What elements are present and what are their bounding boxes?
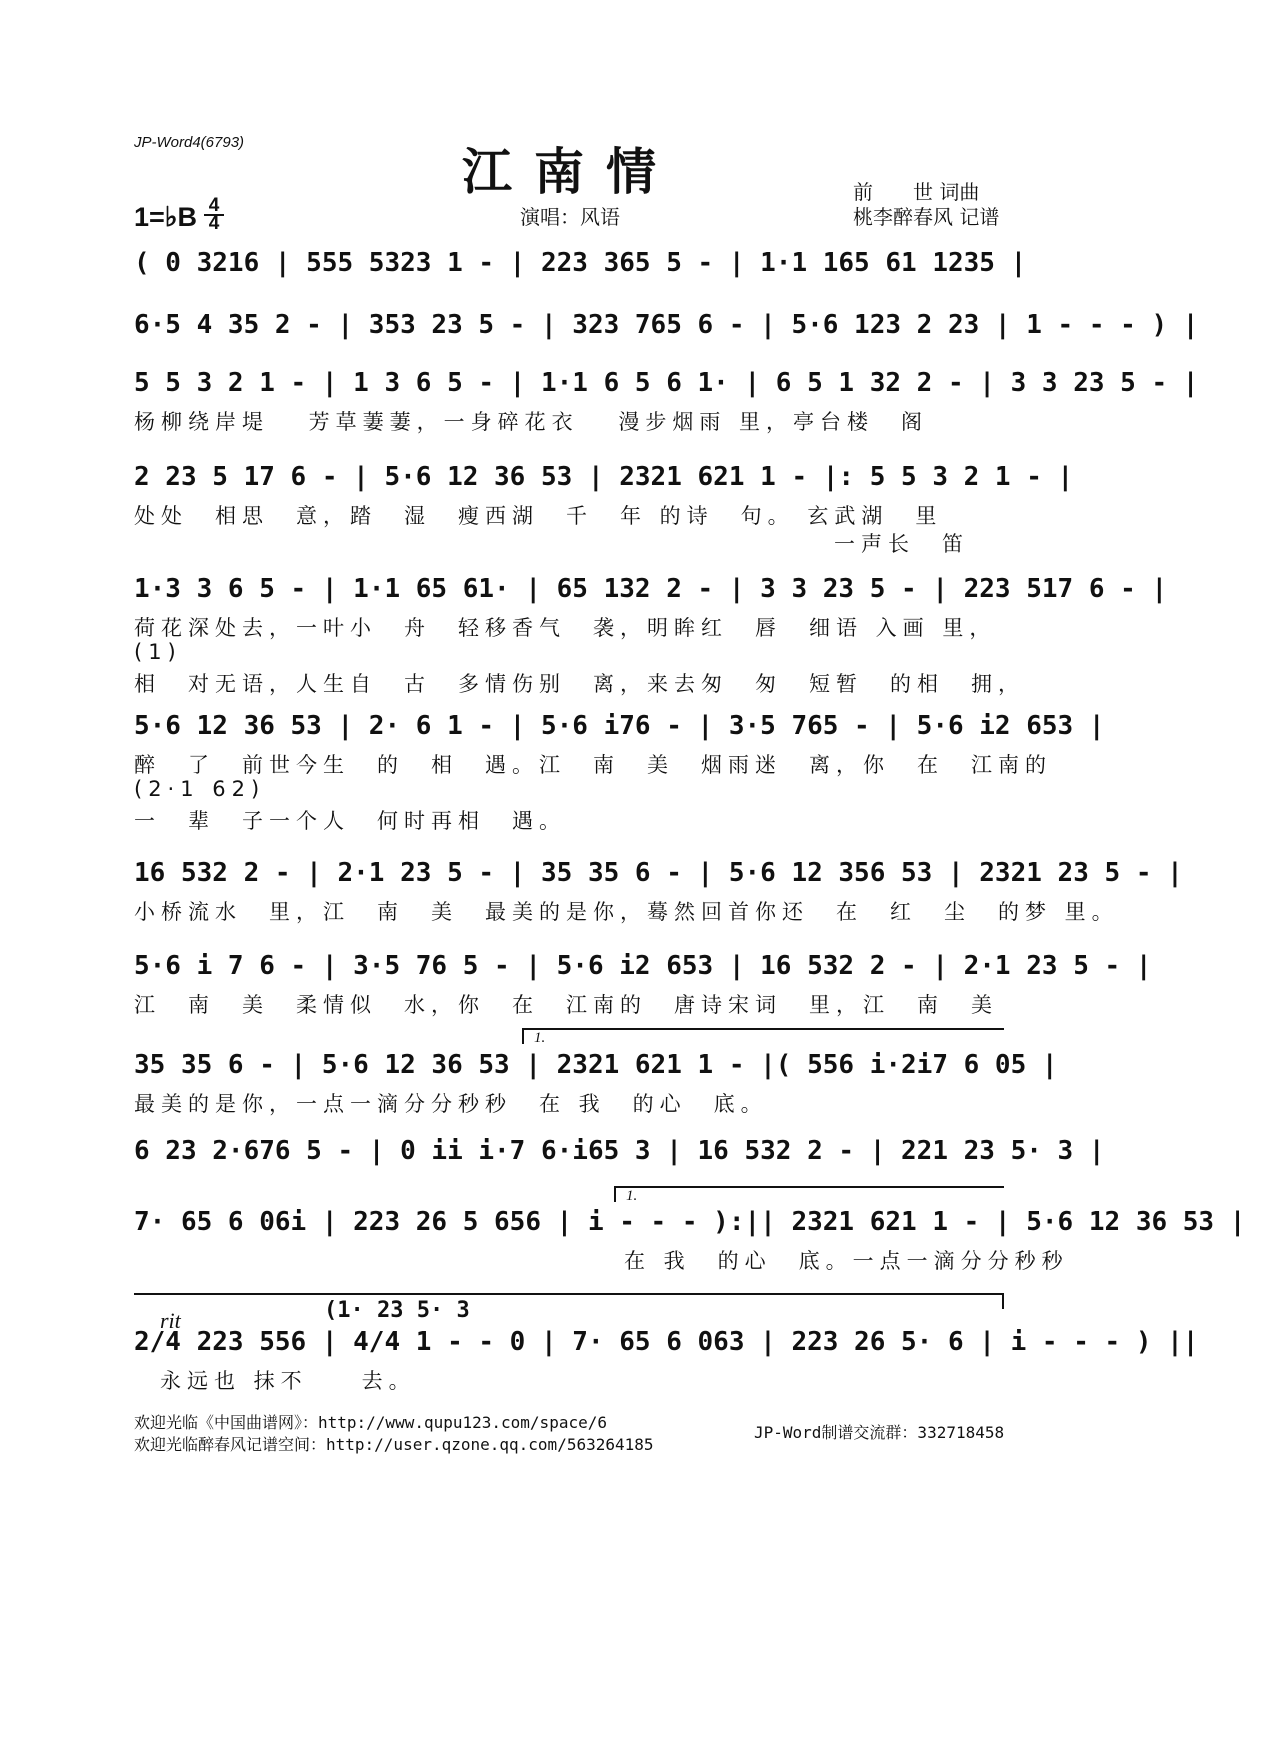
time-signature-top: 4	[208, 195, 220, 216]
score-notes-line: 5·6 12 36 53 | 2· 6 1 - | 5·6 i76 - | 3·5 765 - | 5·6 i2 653 |	[134, 711, 1105, 741]
time-signature-bottom: 4	[204, 214, 224, 232]
score-notes-line: 2 23 5 17 6 - | 5·6 12 36 53 | 2321 621 1 - |: 5 5 3 2 1 - |	[134, 462, 1074, 492]
footer-link-1[interactable]: 欢迎光临《中国曲谱网》：http://www.qupu123.com/space/6	[134, 1413, 607, 1432]
credit-lyrics-music: 前 世 词曲	[853, 180, 980, 204]
lyric-line: 最美的是你，一点一滴分分秒秒 在 我 的心 底。	[134, 1092, 768, 1116]
score-notes-line: 2/4 223 556 | 4/4 1 - - 0 | 7· 65 6 063 | 223 26 5· 6 | i - - - ) ||	[134, 1327, 1199, 1357]
volta-1-label: 1.	[534, 1030, 546, 1046]
lyric-line: (2·1 62)	[134, 777, 266, 801]
software-tag: JP-Word4(6793)	[134, 134, 245, 151]
performer: 演唱：风语	[520, 205, 620, 229]
lyric-line: 一 辈 子一个人 何时再相 遇。	[134, 809, 566, 833]
volta-2	[614, 1186, 1004, 1202]
lyric-line: (1)	[134, 640, 182, 664]
lyric-line: 荷花深处去，一叶小 舟 轻移香气 袭，明眸红 唇 细语 入画 里，	[134, 616, 997, 640]
key-signature: 1=♭B	[134, 202, 198, 232]
lyric-line: 杨柳绕岸堤 芳草萋萋，一身碎花衣 漫步烟雨 里，亭台楼 阁	[134, 410, 929, 434]
score-notes-line: 35 35 6 - | 5·6 12 36 53 | 2321 621 1 - |( 556 i·2i7 6 05 |	[134, 1050, 1058, 1080]
lyric-line: 江 南 美 柔情似 水，你 在 江南的 唐诗宋词 里，江 南 美	[134, 993, 998, 1017]
footer-group: JP-Word制谱交流群：332718458	[754, 1423, 1005, 1442]
score-notes-line: 16 532 2 - | 2·1 23 5 - | 35 35 6 - | 5·6 12 356 53 | 2321 23 5 - |	[134, 858, 1183, 888]
lyric-line: 一声长 笛	[834, 532, 969, 556]
volta-2-label: 1.	[626, 1188, 638, 1204]
volta-1	[522, 1028, 1004, 1044]
lyric-line: 相 对无语，人生自 古 多情伤别 离，来去匆 匆 短暂 的相 拥，	[134, 672, 1025, 696]
tempo-mark: rit	[160, 1308, 181, 1333]
page-title: 江南情	[462, 142, 678, 201]
final-line-bracket	[134, 1293, 1004, 1309]
score-notes-line: 5 5 3 2 1 - | 1 3 6 5 - | 1·1 6 5 6 1· | 6 5 1 32 2 - | 3 3 23 5 - |	[134, 368, 1199, 398]
score-notes-line: 5·6 i 7 6 - | 3·5 76 5 - | 5·6 i2 653 | 16 532 2 - | 2·1 23 5 - |	[134, 951, 1152, 981]
score-notes-line: 7· 65 6 06i | 223 26 5 656 | i - - - ):|| 2321 621 1 - | 5·6 12 36 53 |	[134, 1207, 1246, 1237]
footer-link-2[interactable]: 欢迎光临醉春风记谱空间：http://user.qzone.qq.com/563264185	[134, 1435, 654, 1454]
score-notes-line: 6·5 4 35 2 - | 353 23 5 - | 323 765 6 - | 5·6 123 2 23 | 1 - - - ) |	[134, 310, 1199, 340]
score-notes-line: ( 0 3216 | 555 5323 1 - | 223 365 5 - | 1·1 165 61 1235 |	[134, 248, 1027, 278]
lyric-line: 小桥流水 里，江 南 美 最美的是你，蓦然回首你还 在 红 尘 的梦 里。	[134, 900, 1119, 924]
score-notes-line: 1·3 3 6 5 - | 1·1 65 61· | 65 132 2 - | 3 3 23 5 - | 223 517 6 - |	[134, 574, 1168, 604]
lyric-line: 处处 相思 意，踏 湿 瘦西湖 千 年 的诗 句。 玄武湖 里	[134, 504, 943, 528]
lyric-line: 在 我 的心 底。一点一滴分分秒秒	[624, 1249, 1069, 1273]
time-signature	[204, 195, 224, 234]
score-notes-line: 6 23 2·676 5 - | 0 ii i·7 6·i65 3 | 16 532 2 - | 221 23 5· 3 |	[134, 1136, 1105, 1166]
credit-transcriber: 桃李醉春风 记谱	[853, 205, 1000, 229]
lyric-line: 永远也 抹不 去。	[160, 1369, 416, 1393]
ossia-notes: (1· 23 5· 3	[324, 1298, 470, 1323]
lyric-line: 醉 了 前世今生 的 相 遇。江 南 美 烟雨迷 离，你 在 江南的	[134, 753, 1052, 777]
